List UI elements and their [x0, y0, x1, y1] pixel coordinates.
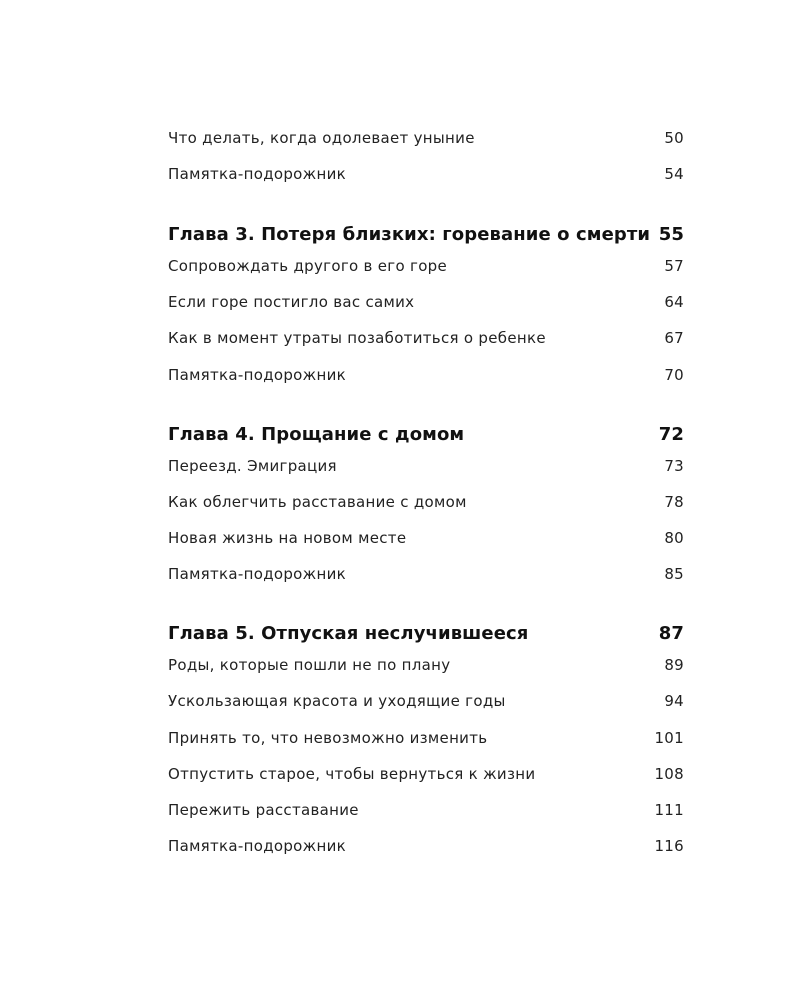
toc-entry — [168, 692, 684, 710]
chapter-title: Глава 3. Потеря близких: горевание о смерти — [168, 224, 651, 245]
toc-entry — [168, 801, 684, 819]
toc-entry-title: Ускользающая красота и уходящие годы — [168, 692, 506, 710]
toc-entry-page: 67 — [664, 329, 684, 347]
toc-entry-title: Как в момент утраты позаботиться о ребенке — [168, 329, 546, 347]
toc-entry-page: 57 — [664, 257, 684, 275]
toc-entry-page: 50 — [664, 129, 684, 147]
toc-entry-title: Памятка-подорожник — [168, 366, 346, 384]
toc-entry-page: 101 — [654, 729, 684, 747]
toc-entry-page: 78 — [664, 493, 684, 511]
toc-entry-title: Принять то, что невозможно изменить — [168, 729, 488, 747]
toc-entry — [168, 129, 684, 147]
toc-entry-title: Переезд. Эмиграция — [168, 457, 337, 475]
toc-entry-page: 111 — [654, 801, 684, 819]
toc-entry — [168, 329, 684, 347]
toc-entry — [168, 565, 684, 583]
toc-entry — [168, 165, 684, 183]
toc-entry-page: 54 — [664, 165, 684, 183]
toc-entry-title: Памятка-подорожник — [168, 565, 346, 583]
toc-entry-title: Новая жизнь на новом месте — [168, 529, 407, 547]
toc-entry — [168, 656, 684, 674]
toc-entry-title: Памятка-подорожник — [168, 165, 346, 183]
toc-entry-page: 94 — [664, 692, 684, 710]
toc-entry-title: Отпустить старое, чтобы вернуться к жизни — [168, 765, 536, 783]
toc-entry-page: 64 — [664, 293, 684, 311]
toc-entry-title: Сопровождать другого в его горе — [168, 257, 448, 275]
toc-entry — [168, 257, 684, 275]
toc-entry — [168, 493, 684, 511]
toc-entry — [168, 457, 684, 475]
toc-entry-title: Роды, которые пошли не по плану — [168, 656, 451, 674]
toc-entry-title: Памятка-подорожник — [168, 837, 346, 855]
toc-entry-page: 73 — [664, 457, 684, 475]
toc-entry-page: 108 — [654, 765, 684, 783]
chapter-title: Глава 4. Прощание с домом — [168, 424, 465, 445]
toc-entry-title: Как облегчить расставание с домом — [168, 493, 467, 511]
toc-entry-title: Что делать, когда одолевает уныние — [168, 129, 475, 147]
toc-entry — [168, 729, 684, 747]
chapter-heading — [168, 224, 684, 245]
chapter-page: 55 — [658, 224, 684, 245]
chapter-title: Глава 5. Отпуская неслучившееся — [168, 623, 529, 644]
chapter-heading — [168, 424, 684, 445]
toc-entry-page: 116 — [654, 837, 684, 855]
toc-entry — [168, 837, 684, 855]
toc-entry-page: 80 — [664, 529, 684, 547]
toc-entry-title: Пережить расставание — [168, 801, 359, 819]
chapter-page: 87 — [658, 623, 684, 644]
toc-entry-page: 85 — [664, 565, 684, 583]
chapter-heading — [168, 623, 684, 644]
toc-entry — [168, 765, 684, 783]
toc-entry — [168, 529, 684, 547]
chapter-page: 72 — [658, 424, 684, 445]
toc-entry-page: 70 — [664, 366, 684, 384]
toc-entry — [168, 293, 684, 311]
toc-entry — [168, 366, 684, 384]
toc-entry-title: Если горе постигло вас самих — [168, 293, 415, 311]
toc-entry-page: 89 — [664, 656, 684, 674]
